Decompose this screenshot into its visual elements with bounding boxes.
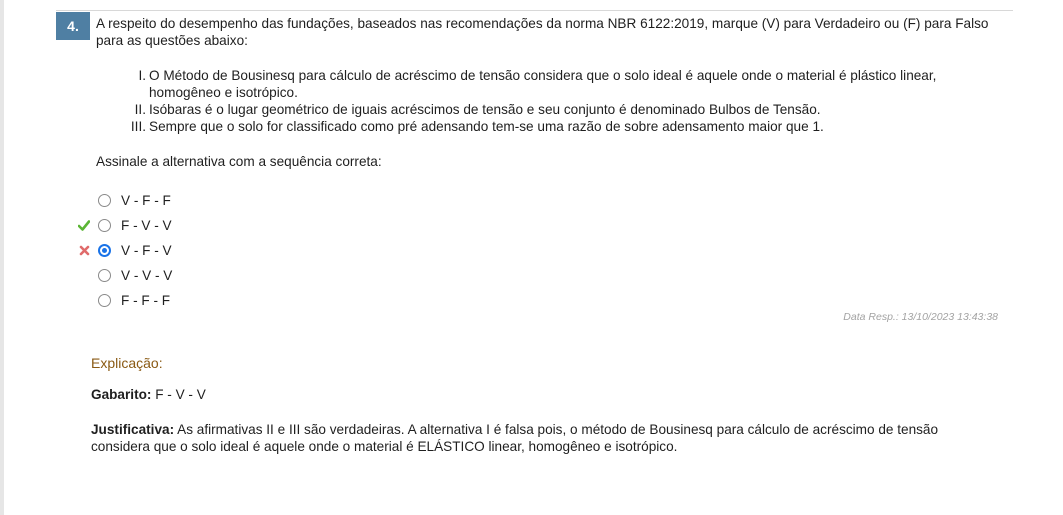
left-border (0, 0, 4, 515)
top-divider (56, 10, 1013, 11)
answer-key-label: Gabarito: (91, 387, 152, 402)
radio-button[interactable] (98, 194, 111, 207)
explanation-title: Explicação: (91, 355, 163, 371)
cross-icon (72, 242, 96, 260)
statement-numeral: III. (130, 119, 146, 134)
option-row[interactable] (72, 238, 172, 263)
answer-key-value: F - V - V (155, 387, 206, 402)
answer-options (72, 188, 172, 313)
radio-button[interactable] (98, 269, 111, 282)
option-mark-empty (72, 192, 96, 210)
statement-text: O Método de Bousinesq para cálculo de acréscimo de tensão considera que o solo ideal é aquele onde o material é plástico linear, homogêneo e isotrópico. (149, 68, 937, 100)
radio-button[interactable] (98, 219, 111, 232)
option-label[interactable]: F - F - F (121, 293, 171, 308)
question-number-badge: 4. (56, 12, 90, 40)
answer-key (91, 387, 206, 402)
statement-item (96, 118, 996, 135)
option-row[interactable] (72, 288, 172, 313)
justification-label: Justificativa: (91, 422, 175, 437)
question-stem: A respeito do desempenho das fundações, baseados nas recomendações da norma NBR 6122:2019, marque (V) para Verdadeiro ou (F) para Falso para as questões abaixo: (96, 16, 989, 48)
statement-numeral: II. (134, 102, 146, 117)
statement-item (96, 101, 996, 118)
statement-list (96, 67, 996, 135)
justification (91, 421, 951, 455)
instruction-text: Assinale a alternativa com a sequência correta: (96, 154, 382, 169)
statement-text: Sempre que o solo for classificado como pré adensando tem-se uma razão de sobre adensamento maior que 1. (149, 119, 824, 134)
statement-numeral: I. (138, 68, 146, 83)
justification-text: As afirmativas II e III são verdadeiras. A alternativa I é falsa pois, o método de Bousinesq para cálculo de acréscimo de tensão considera que o solo ideal é aquele onde o material é ELÁSTICO linear, homogêneo e isotrópico. (91, 422, 939, 454)
response-date: Data Resp.: 13/10/2023 13:43:38 (843, 311, 998, 323)
radio-button[interactable] (98, 294, 111, 307)
option-mark-empty (72, 267, 96, 285)
option-label[interactable]: V - F - F (121, 193, 171, 208)
option-row[interactable] (72, 263, 172, 288)
option-row[interactable] (72, 213, 172, 238)
statement-item (96, 67, 996, 101)
option-mark-empty (72, 292, 96, 310)
check-icon (72, 217, 96, 235)
option-label[interactable]: V - V - V (121, 268, 173, 283)
option-label[interactable]: V - F - V (121, 243, 172, 258)
option-row[interactable] (72, 188, 172, 213)
radio-button-selected[interactable] (98, 244, 111, 257)
option-label[interactable]: F - V - V (121, 218, 172, 233)
statement-text: Isóbaras é o lugar geométrico de iguais acréscimos de tensão e seu conjunto é denominado Bulbos de Tensão. (149, 102, 821, 117)
